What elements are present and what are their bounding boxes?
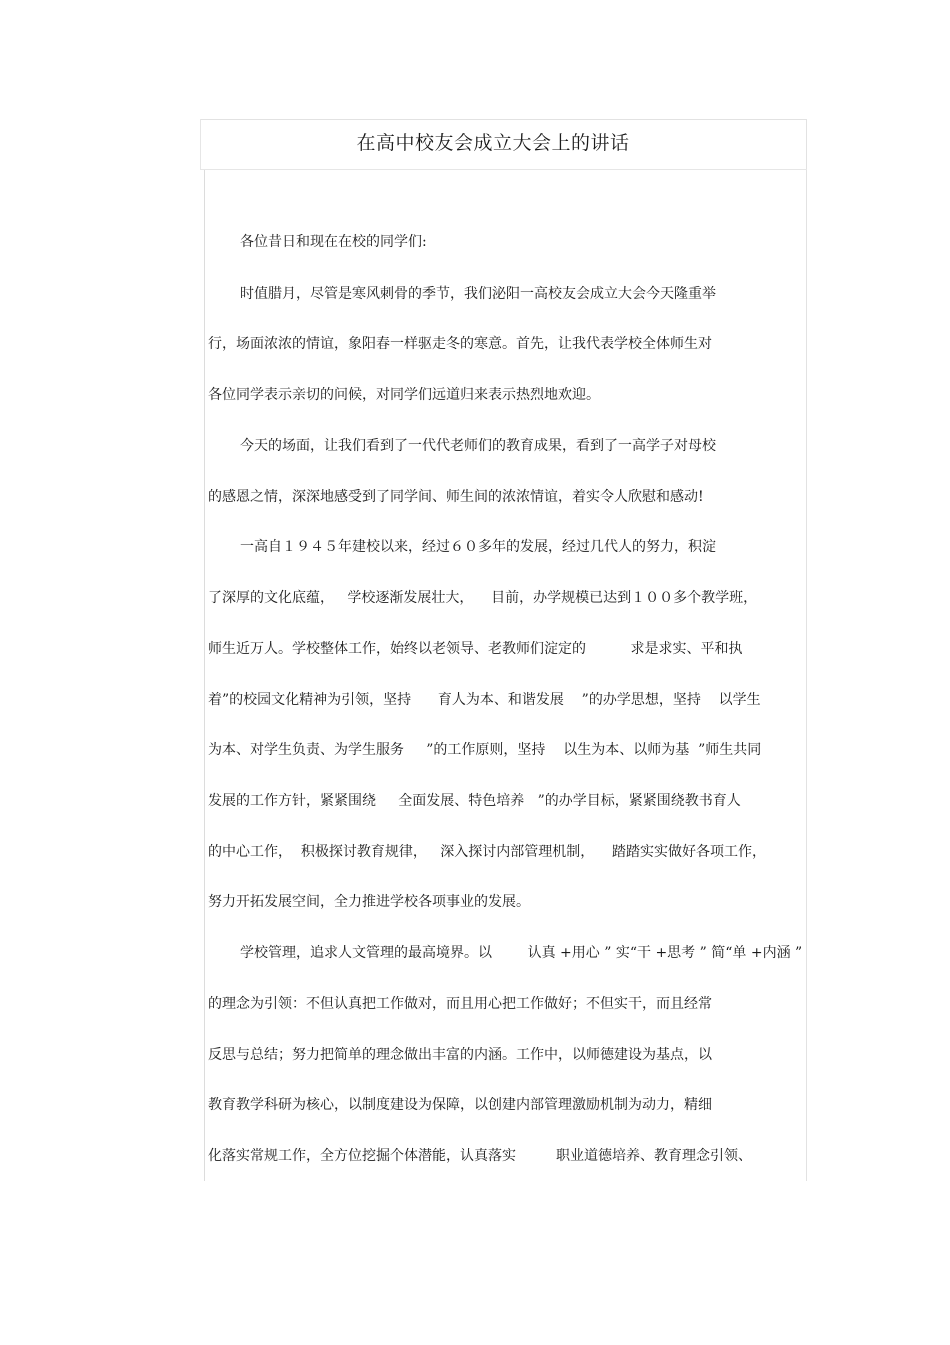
paragraph-line: 的理念为引领：不但认真把工作做对，而且用心把工作做好；不但实干，而且经常 — [208, 996, 712, 1012]
document-title: 在高中校友会成立大会上的讲话 — [356, 132, 630, 154]
paragraph-line: 的中心工作， 积极探讨教育规律， 深入探讨内部管理机制， 踏踏实实做好各项工作， — [208, 844, 767, 860]
paragraph-line: 一高自１９４５年建校以来，经过６０多年的发展，经过几代人的努力，积淀 — [240, 539, 716, 555]
paragraph-line: 今天的场面，让我们看到了一代代老师们的教育成果，看到了一高学子对母校 — [240, 438, 716, 454]
paragraph-line: 着”的校园文化精神为引领，坚持 育人为本、和谐发展 ”的办学思想，坚持 以学生 — [208, 692, 761, 708]
paragraph-line: 了深厚的文化底蕴， 学校逐渐发展壮大， 目前，办学规模已达到１００多个教学班， — [208, 590, 758, 606]
paragraph-line: 时值腊月，尽管是寒风刺骨的季节，我们泌阳一高校友会成立大会今天隆重举 — [240, 286, 716, 302]
paragraph-line: 努力开拓发展空间，全力推进学校各项事业的发展。 — [208, 894, 530, 910]
paragraph-line: 化落实常规工作，全方位挖掘个体潜能，认真落实 职业道德培养、教育理念引领、 — [208, 1148, 753, 1164]
paragraph-line: 为本、对学生负责、为学生服务 ”的工作原则，坚持 以生为本、以师为基 ”师生共同 — [208, 742, 762, 758]
greeting-line: 各位昔日和现在在校的同学们: — [240, 234, 427, 250]
left-margin-rule — [204, 170, 205, 1181]
paragraph-line: 师生近万人。学校整体工作，始终以老领导、老教师们淀定的 求是求实、平和执 — [208, 641, 743, 657]
paragraph-line: 反思与总结；努力把简单的理念做出丰富的内涵。工作中，以师德建设为基点，以 — [208, 1047, 712, 1063]
paragraph-line: 发展的工作方针，紧紧围绕 全面发展、特色培养 ”的办学目标，紧紧围绕教书育人 — [208, 793, 741, 809]
paragraph-line: 行，场面浓浓的情谊，象阳春一样驱走冬的寒意。首先，让我代表学校全体师生对 — [208, 336, 712, 352]
paragraph-line: 教育教学科研为核心，以制度建设为保障，以创建内部管理激励机制为动力，精细 — [208, 1097, 712, 1113]
paragraph-line: 学校管理，追求人文管理的最高境界。以 认真 +用心 ” 实“干 +思考 ” 简“单 +内涵 ” — [240, 945, 803, 961]
paragraph-line: 各位同学表示亲切的问候，对同学们远道归来表示热烈地欢迎。 — [208, 387, 600, 403]
paragraph-line: 的感恩之情，深深地感受到了同学间、师生间的浓浓情谊，着实令人欣慰和感动! — [208, 489, 704, 505]
